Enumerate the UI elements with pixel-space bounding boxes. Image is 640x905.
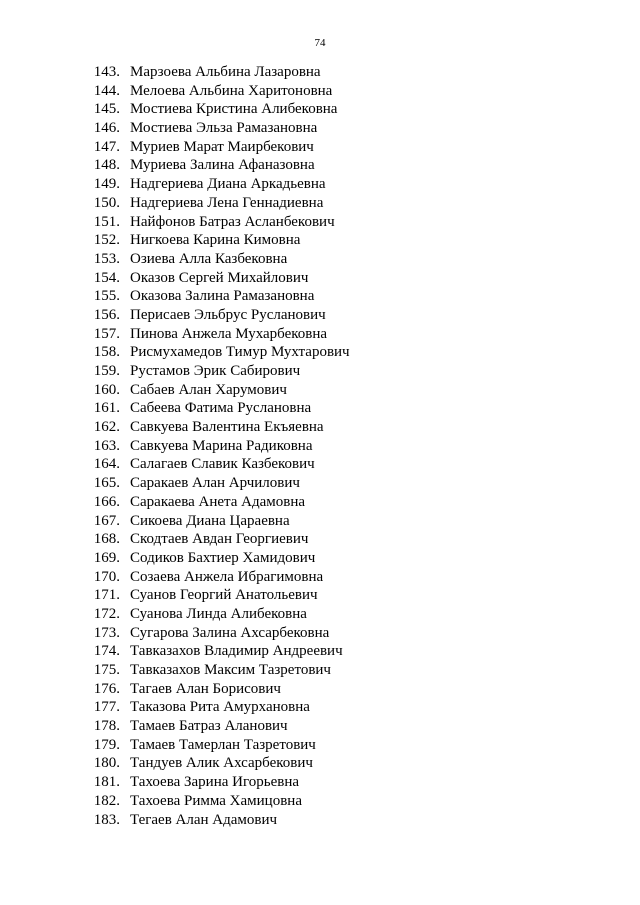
list-item [0,455,640,474]
list-item [0,661,640,680]
list-item-number: 147. [93,138,120,155]
list-item-number: 162. [93,419,120,436]
list-item-number: 150. [93,194,120,211]
list-item [0,549,640,568]
list-item [0,792,640,811]
list-item-name: Пинова Анжела Мухарбековна [130,325,328,342]
list-item [0,399,640,418]
list-item-number: 146. [93,120,120,137]
list-item [0,63,640,82]
list-item [0,530,640,549]
list-item-name: Найфонов Батраз Асланбекович [130,213,335,230]
list-item-name: Сикоева Диана Цараевна [130,512,290,529]
list-item-number: 152. [93,232,120,249]
list-item-number: 174. [93,643,120,660]
list-item-name: Салагаев Славик Казбекович [130,456,315,473]
list-item [0,287,640,306]
list-item-name: Суанова Линда Алибековна [130,605,307,622]
list-item [0,194,640,213]
list-item-name: Муриев Марат Маирбекович [130,138,314,155]
list-item [0,680,640,699]
list-item-number: 168. [93,531,120,548]
list-item [0,811,640,830]
list-item [0,493,640,512]
list-item-name: Сабаев Алан Харумович [130,381,287,398]
list-item-number: 148. [93,157,120,174]
list-item-name: Надгериева Лена Геннадиевна [130,194,324,211]
list-item-number: 181. [93,774,120,791]
list-item [0,231,640,250]
list-item-number: 156. [93,306,120,323]
list-item [0,138,640,157]
list-item-number: 164. [93,456,120,473]
list-item [0,250,640,269]
list-item [0,269,640,288]
list-item [0,306,640,325]
list-item-number: 170. [93,568,120,585]
list-item-number: 169. [93,549,120,566]
list-item-number: 161. [93,400,120,417]
list-item-number: 149. [93,176,120,193]
list-item [0,698,640,717]
list-item-number: 151. [93,213,120,230]
list-item-name: Саракаев Алан Арчилович [130,475,300,492]
list-item-name: Марзоева Альбина Лазаровна [130,64,321,80]
list-item-name: Содиков Бахтиер Хамидович [130,549,316,566]
list-item-name: Мостиева Кристина Алибековна [130,101,338,118]
list-item-number: 159. [93,363,120,379]
list-item [0,362,640,381]
list-item-name: Савкуева Валентина Екъяевна [130,419,324,436]
list-item-name: Тамаев Тамерлан Тазретович [130,736,316,753]
list-item-name: Суанов Георгий Анатольевич [130,587,318,604]
name-list [0,63,640,829]
list-item-number: 171. [93,587,120,604]
list-item-name: Тагаев Алан Борисович [130,680,281,697]
page-number: 74 [314,37,326,49]
list-item [0,605,640,624]
list-item-number: 158. [93,344,120,361]
list-item-number: 167. [93,512,120,529]
list-item-name: Тахоева Римма Хамицовна [130,792,302,809]
list-item-name: Рисмухамедов Тимур Мухтарович [130,344,350,361]
list-item-number: 179. [93,736,120,753]
list-item [0,381,640,400]
list-item-name: Савкуева Марина Радиковна [130,437,313,454]
list-item-number: 155. [93,288,120,305]
list-item-name: Мелоева Альбина Харитоновна [130,82,333,99]
list-item [0,175,640,194]
list-item [0,213,640,232]
list-item-name: Оказова Залина Рамазановна [130,288,315,305]
list-item-number: 145. [93,101,120,118]
list-item-name: Таказова Рита Амурхановна [130,699,310,716]
list-item-number: 143. [93,64,120,80]
list-item-name: Оказов Сергей Михайлович [130,269,309,286]
list-item [0,736,640,755]
list-item-name: Рустамов Эрик Сабирович [130,363,301,379]
list-item-name: Тавказахов Максим Тазретович [130,662,331,678]
list-item-name: Созаева Анжела Ибрагимовна [130,568,324,585]
list-item [0,474,640,493]
list-item-number: 153. [93,250,120,267]
list-item-name: Озиева Алла Казбековна [130,250,288,267]
list-item [0,418,640,437]
list-item [0,343,640,362]
list-item-number: 180. [93,755,120,772]
list-item [0,512,640,531]
list-item-name: Саракаева Анета Адамовна [130,493,306,510]
list-item-name: Надгериева Диана Аркадьевна [130,176,326,193]
list-item-number: 160. [93,381,120,398]
list-item [0,586,640,605]
list-item [0,624,640,643]
list-item [0,119,640,138]
list-item-name: Сугарова Залина Ахсарбековна [130,624,330,641]
list-item [0,82,640,101]
list-item [0,156,640,175]
list-item [0,325,640,344]
list-item-number: 173. [93,624,120,641]
list-item-number: 183. [93,811,120,828]
list-item-number: 163. [93,437,120,454]
list-item [0,773,640,792]
list-item-number: 182. [93,792,120,809]
list-item-number: 172. [93,605,120,622]
list-item-name: Тандуев Алик Ахсарбекович [130,755,313,772]
list-item [0,754,640,773]
list-item-name: Муриева Залина Афаназовна [130,157,315,174]
list-item-number: 157. [93,325,120,342]
list-item [0,642,640,661]
list-item-number: 176. [93,680,120,697]
list-item [0,568,640,587]
list-item-name: Тахоева Зарина Игорьевна [130,774,300,791]
list-item-number: 165. [93,475,120,492]
list-item-name: Скодтаев Авдан Георгиевич [130,531,309,548]
list-item-name: Тамаев Батраз Аланович [130,718,288,735]
list-item [0,717,640,736]
list-item-number: 177. [93,699,120,716]
list-item-number: 154. [93,269,120,286]
list-item-number: 144. [93,82,120,99]
list-item [0,100,640,119]
list-item-name: Тавказахов Владимир Андреевич [130,643,343,660]
list-item-name: Нигкоева Карина Кимовна [130,232,301,249]
list-item-name: Сабеева Фатима Руслановна [130,400,312,417]
list-item-number: 178. [93,718,120,735]
list-item [0,437,640,456]
list-item-name: Мостиева Эльза Рамазановна [130,120,318,137]
list-item-name: Тегаев Алан Адамович [130,811,278,828]
list-item-number: 166. [93,493,120,510]
list-item-number: 175. [93,662,120,678]
list-item-name: Перисаев Эльбрус Русланович [130,306,326,323]
